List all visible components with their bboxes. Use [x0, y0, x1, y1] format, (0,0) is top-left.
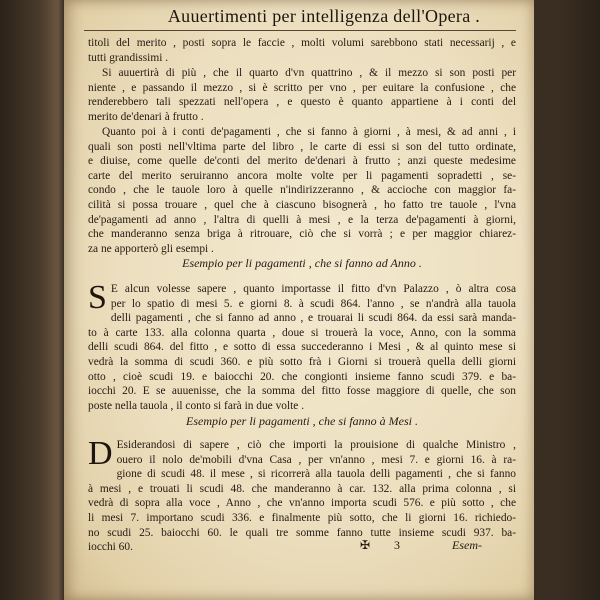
paragraph-2 — [88, 66, 516, 124]
text-line: delli pagamenti , che si fanno ad anno , e trouarai li scudi 864. da essi sarà manda- — [110, 312, 516, 325]
text-line: Si auuertirà di più , che il quarto d'vn quattrino , & il mezzo si son posti per — [102, 67, 516, 79]
paragraph-1 — [88, 36, 516, 65]
text-line: no scudi 25. baiocchi 60. le quali tre somme fanno tutte insieme scudi 937. ba- — [88, 526, 516, 539]
drop-cap: S — [88, 279, 107, 316]
text-line: poste nella tauola , il conto si farà in due volte . — [88, 399, 305, 412]
catchword: Esem- — [452, 538, 482, 552]
header-rule — [84, 30, 516, 31]
text-line: niente , e passando il mezzo , si è scritto per vno , per euitare la confusione , che — [88, 81, 516, 94]
text-line: E alcun volesse sapere , quanto importasse il fitto d'vn Palazzo , ò altra cosa — [110, 283, 516, 295]
text-line: otto , cioè scudi 19. e baiocchi 20. che congionti insieme fanno scudi 379. e ba- — [88, 370, 516, 383]
text-line: za ne apporterò gli esempi . — [88, 242, 214, 255]
book-page — [64, 0, 534, 600]
text-line: to à carte 133. alla colonna quarta , doue si trouerà la voce, Anno, con la somma — [88, 326, 516, 339]
ornament-cross: ✠ — [360, 538, 371, 552]
text-line: tutti grandissimi . — [88, 51, 169, 64]
text-line: per lo spatio di mesi 5. e giorni 8. à scudi 864. l'anno , se n'andrà alla tauola — [110, 297, 516, 310]
text-line: ouero il nolo de'mobili d'vna Casa , per vn'anno , mesi 7. e giorni 16. à ra- — [116, 453, 516, 466]
paragraph-3 — [88, 125, 516, 256]
text-line: titoli del merito , posti sopra le faccie , molti volumi sarebbono stati necessarij , e — [88, 37, 516, 49]
text-line: iocchi 20. E se auuenisse, che la somma del fitto fosse maggiore di quelle, che son — [88, 385, 516, 398]
text-line: li mesi 7. importano scudi 336. e finalmente più sotto, che li giorni 16. richiedo- — [88, 511, 516, 524]
text-line: merito de'denari à frutto . — [88, 110, 204, 123]
section-1-body — [88, 279, 516, 413]
text-line: Quanto poi à i conti de'pagamenti , che si fanno à giorni , à mesi, & ad anni , i — [102, 126, 516, 138]
text-line: à mesi , e trouati li scudi 48. che manderanno à car. 132. alla prima colonna , si — [88, 482, 516, 495]
text-line: gione di scudi 48. il mese , si ricorrerà alla tauola delli pagamenti , che si fanno — [116, 468, 516, 481]
running-header: Auuertimenti per intelligenza dell'Opera . — [167, 6, 481, 26]
text-line: che manderanno senza briga à ritrouare, ciò che si vorrà ; e per maggior chiarez- — [88, 228, 516, 241]
text-line: Esiderandosi di sapere , ciò che importi la prouisione di qualche Ministro , — [116, 439, 516, 451]
section-caption: Esempio per li pagamenti , che si fanno à Mesi . — [186, 414, 418, 428]
text-line: vedrà la somma di scudi 360. e più sotto frà i Giorni si trouerà quella delli giorni — [88, 355, 516, 368]
text-line: e diuise, come quelle de'conti del merito de'denari à frutto ; anzi queste medesime — [88, 155, 516, 168]
text-line: vedrà di sopra alla voce , Anno , che vn'anno importa scudi 576. e più sotto , che — [88, 497, 516, 510]
signature-mark: 3 — [394, 538, 400, 552]
text-line: renderebbero tali spezzati nell'opera , e questo è quanto appartiene à i conti del — [88, 96, 516, 109]
text-line: iocchi 60. — [88, 541, 133, 554]
section-caption: Esempio per li pagamenti , che si fanno ad Anno . — [182, 256, 422, 270]
drop-cap: D — [88, 435, 113, 472]
text-line: condo , che le tauole loro à quelle n'indirizzeranno , & accioche con maggior fa- — [88, 184, 516, 197]
text-line: delli scudi 864. del fitto , e sotto di essa succederanno i Mesi , & al quinto mese si — [88, 341, 516, 354]
text-line: quali son posti nell'vltima parte del libro , le carte di essi si son del tutto ordinate, — [88, 140, 516, 153]
text-line: cilità si possa trouare , quel che à ciascuno bisognerà , ho fatto tre tauole , l'vna — [88, 198, 516, 211]
text-line: de'pagamenti ad anno , l'altra di quelli à mesi , e la terza de'pagamenti à giorni, — [88, 213, 516, 226]
text-line: carte del merito seruiranno ancora molte volte per li pagamenti sopradetti , se- — [88, 169, 516, 182]
